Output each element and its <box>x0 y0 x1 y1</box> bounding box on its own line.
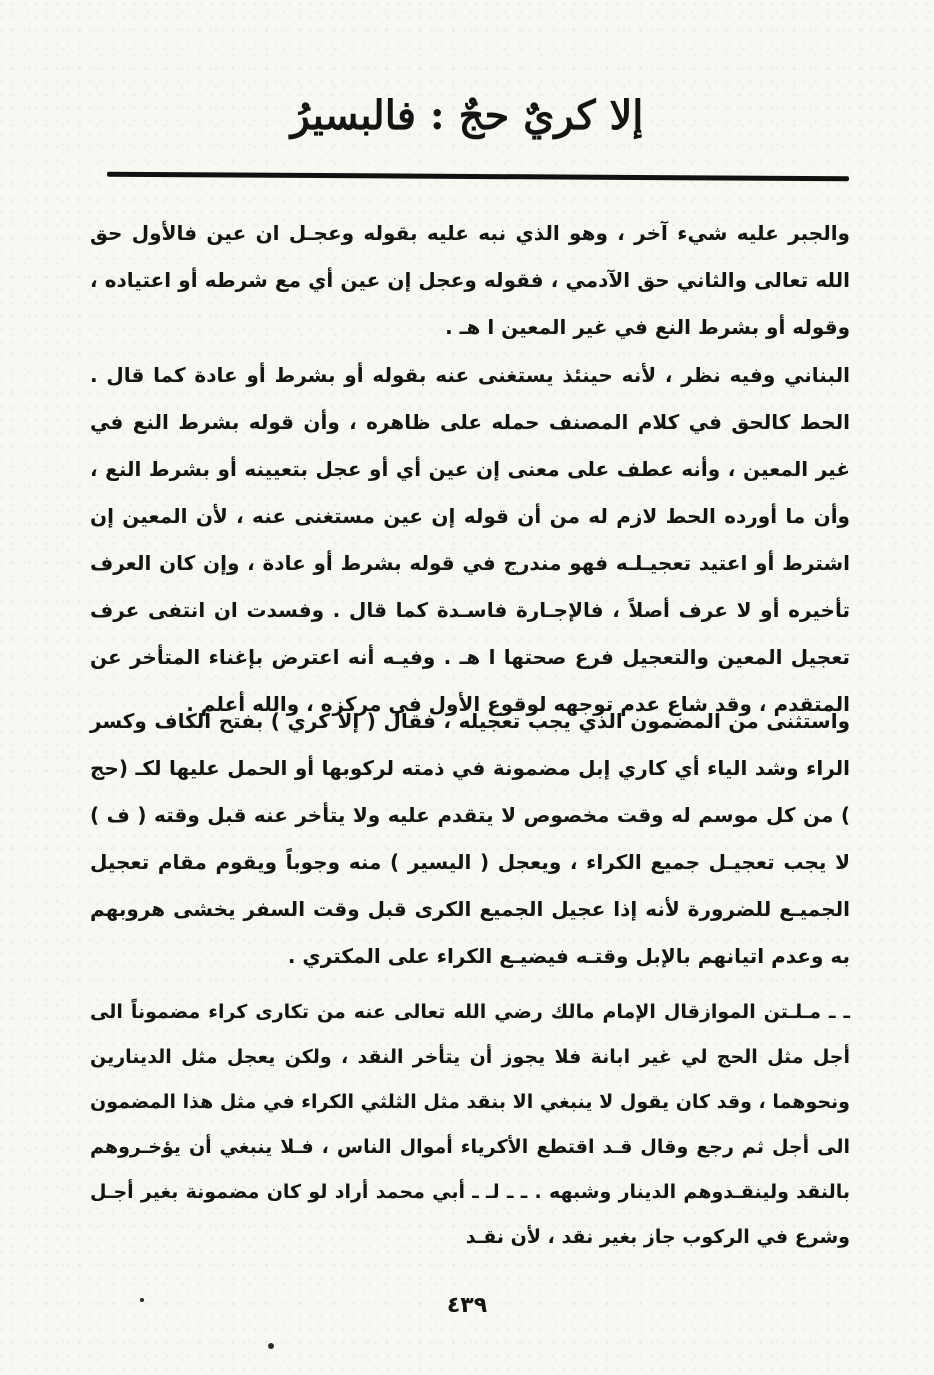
paragraph-3: واستثنى من المضمون الذي يجب تعجيله ، فقال ( إلا كري ) بفتح الكاف وكسر الراء وشد الياء أي كاري إبل مضمونة في ذمته لركوبها أو الحمل عليها لكـ (حج ) من كل موسم له وقت مخصوص لا يتقدم عليه ولا يتأخر عنه قبل وقته ( ف ) لا يجب تعجيـل جميع الكراء ، ويعجل ( اليسير ) منه وجوباً ويقوم مقام تعجيل الجميـع للضرورة لأنه إذا عجيل الجميع الكرى قبل وقت السفر يخشى هروبهم به وعدم اتيانهم بالإبل وقتـه فيضيـع الكراء على المكتري . <box>90 709 850 968</box>
page-number: ٤٣٩ <box>446 1293 488 1318</box>
ink-speck <box>140 1298 144 1302</box>
paragraph-4: ـ ـ مـلـتن الموازقال الإمام مالك رضي الله تعالى عنه من تكارى كراء مضموناً الى أجل مثل الحج لي غير ابانة فلا يجوز أن يتأخر النقد ، ولكن يعجل مثل الدينارين ونحوهما ، وقد كان يقول لا ينبغي الا بنقد مثل الثلثي الكراء في مثل هذا المضمون الى أجل ثم رجع وقال قـد اقتطع الأكرياء أموال الناس ، فـلا ينبغي أن يؤخـروهم بالنقد ولينقـدوهم الدينار وشبهه . ـ ـ لـ ـ أبي محمد أراد لو كان مضمونة بغير أجـل وشرع في الركوب جاز بغير نقد ، لأن نقـد <box>90 1001 850 1248</box>
title-divider <box>107 172 849 182</box>
paragraph-1: والجبر عليه شيء آخر ، وهو الذي نبه عليه بقوله وعجـل ان عين فالأول حق الله تعالى والثاني حق الآدمي ، فقوله وعجل إن عين أي مع شرطه أو اعتياده ، وقوله أو بشرط النع في غير المعين ا هـ . <box>90 221 850 339</box>
ink-speck <box>268 1343 274 1349</box>
page-title: إلا كريٌ حجٌ : فالبسيرُ <box>290 92 644 139</box>
paragraph-2: البناني وفيه نظر ، لأنه حينئذ يستغنى عنه بقوله أو بشرط أو عادة كما قال . الحط كالحق في كلام المصنف حمله على ظاهره ، وأن قوله بشرط النع في غير المعين ، وأنه عطف على معنى إن عين أي أو عجل بتعيينه أو بشرط النع ، وأن ما أورده الحط لازم له من أن قوله إن عين مستغنى عنه ، لأن المعين إن اشترط أو اعتيد تعجيـلـه فهو مندرج في قوله بشرط أو عادة ، وإن كان العرف تأخيره أو لا عرف أصلاً ، فالإجـارة فاسـدة كما قال . وفسدت ان انتفى عرف تعجيل المعين والتعجيل فرع صحتها ا هـ . وفيـه أنه اعترض بإغناء المتأخر عن المتقدم ، وقد شاع عدم توجهه لوقوع الأول في مركزه ، والله أعلم . <box>90 363 850 716</box>
